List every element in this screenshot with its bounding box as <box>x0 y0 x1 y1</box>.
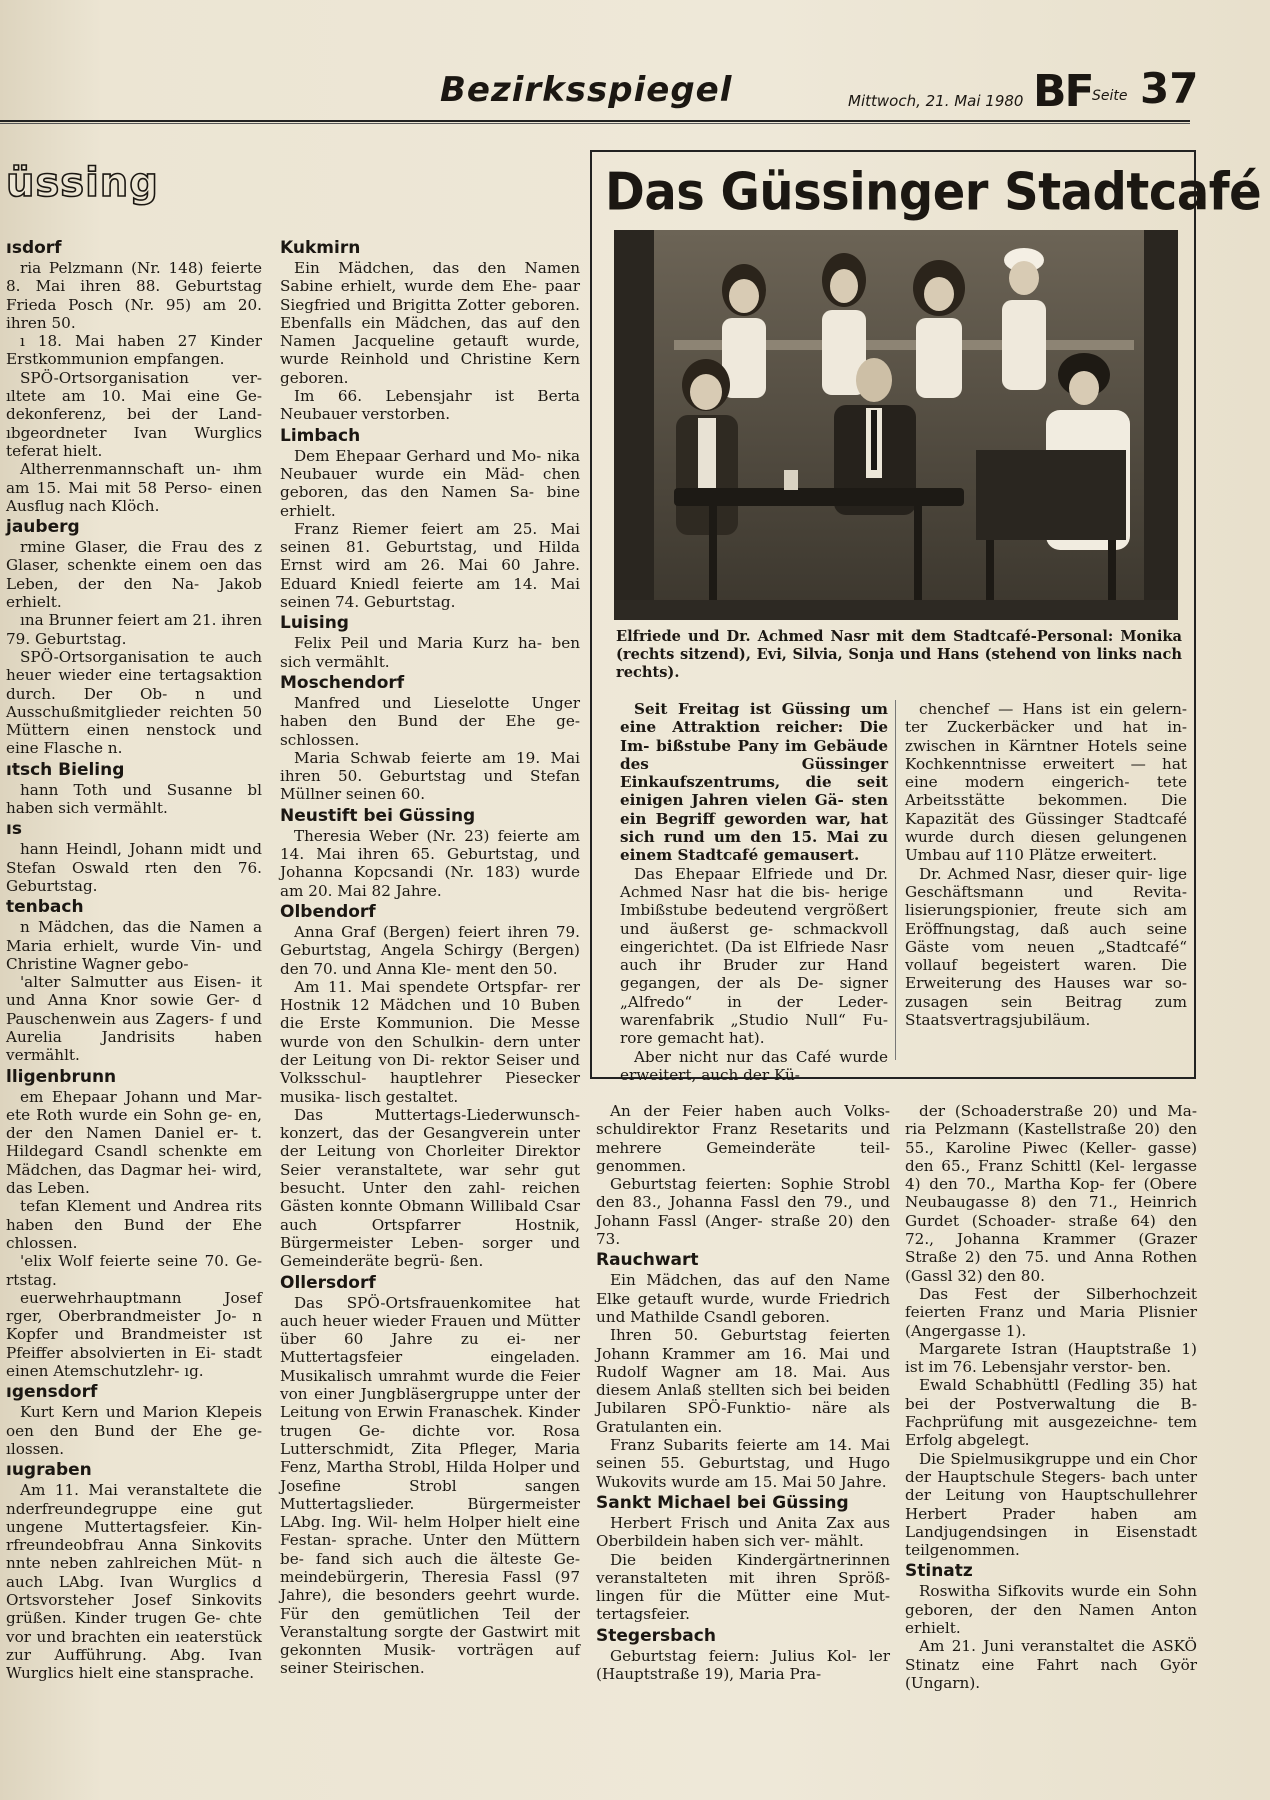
news-paragraph: Dr. Achmed Nasr, dieser quir- lige Geschäftsmann und Revita- lisierungspionier, freute sich am Eröffnungstag, daß auch seine Gäste vom neuen „Stadtcafé“ vollauf begeistert waren. Die Erweiterung des Hauses war so- zusagen sein Beitrag zum Staatsvertragsjubiläum. <box>905 864 1187 1030</box>
news-paragraph: Ein Mädchen, das auf den Name Elke getauft wurde, wurde Friedrich und Mathilde Csandl geboren. <box>596 1271 890 1326</box>
news-column-2 <box>280 236 580 1678</box>
news-paragraph: SPÖ-Ortsorganisation te auch heuer wieder eine tertagsaktion durch. Der Ob- n und Ausschußmitglieder reichten 50 Müttern einen nenstock und eine Flasche n. <box>6 647 262 758</box>
news-paragraph: Ein Mädchen, das den Namen Sabine erhielt, wurde dem Ehe- paar Siegfried und Brigitta Zotter geboren. Ebenfalls ein Mädchen, das auf den Namen Jacqueline getauft wurde, wurde Reinhold und Christine Kern geboren. <box>280 259 580 387</box>
news-paragraph: Das Muttertags-Liederwunsch- konzert, das der Gesangverein unter der Leitung von Chorleiter Direktor Seier veranstaltete, war sehr gut besucht. Unter den zahl- reichen Gästen konnte Obmann Willibald Csar auch Ortspfarrer Hostnik, Bürgermeister Leben- sorger und Gemeinderäte begrü- ßen. <box>280 1105 580 1271</box>
place-heading: lligenbrunn <box>6 1066 117 1087</box>
news-paragraph: SPÖ-Ortsorganisation ver- ıltete am 10. Mai eine Ge- dekonferenz, bei der Land- ıbgeordneter Ivan Wurglics teferat hielt. <box>6 368 262 460</box>
news-paragraph: Franz Riemer feiert am 25. Mai seinen 81. Geburtstag, und Hilda Ernst wird am 26. Mai 60 Jahre. Eduard Kniedl feierte am 14. Mai seinen 74. Geburtstag. <box>280 519 580 612</box>
news-paragraph: Die Spielmusikgruppe und ein Chor der Hauptschule Stegers- bach unter der Leitung von Hauptschullehrer Herbert Prader haben am Landjugendsingen in Eisenstadt teilgenommen. <box>905 1449 1197 1560</box>
news-paragraph: Theresia Weber (Nr. 23) feierte am 14. Mai ihren 65. Geburtstag, und Johanna Kopcsandi (Nr. 183) wurde am 20. Mai 82 Jahre. <box>280 826 580 900</box>
news-paragraph: Felix Peil und Maria Kurz ha- ben sich vermählt. <box>280 634 580 671</box>
place-heading: Stinatz <box>905 1561 973 1582</box>
news-column-4 <box>905 1102 1197 1692</box>
news-paragraph: Herbert Frisch und Anita Zax aus Oberbildein haben sich ver- mählt. <box>596 1513 890 1551</box>
feature-article-column-2 <box>905 700 1187 1029</box>
news-paragraph: Geburtstag feierten: Sophie Strobl den 83., Johanna Fassl den 79., und Johann Fassl (Anger- straße 20) den 73. <box>596 1175 890 1249</box>
masthead-rule-thin <box>0 123 1190 124</box>
news-paragraph: Kurt Kern und Marion Klepeis oen den Bund der Ehe ge- ılossen. <box>6 1403 262 1458</box>
masthead-date: Mittwoch, 21. Mai 1980 <box>848 92 1024 110</box>
place-heading: Stegersbach <box>596 1625 716 1646</box>
place-heading: Olbendorf <box>280 901 376 922</box>
news-paragraph: Altherrenmannschaft un- ıhm am 15. Mai mit 58 Perso- einen Ausflug nach Klöch. <box>6 460 262 515</box>
news-paragraph: Dem Ehepaar Gerhard und Mo- nika Neubauer wurde ein Mäd- chen geboren, das den Namen Sa- bine erhielt. <box>280 446 580 520</box>
news-paragraph: Am 11. Mai spendete Ortspfar- rer Hostnik 12 Mädchen und 10 Buben die Erste Kommunion. Die Messe wurde von den Schulkin- dern unter der Leitung von Di- rektor Seiser und Volksschul- hauptlehrer Piesecker musika- lisch gestaltet. <box>280 977 580 1106</box>
news-paragraph: Im 66. Lebensjahr ist Berta Neubauer verstorben. <box>280 387 580 424</box>
news-paragraph: Das Ehepaar Elfriede und Dr. Achmed Nasr hat die bis- herige Imbißstube bedeutend vergrößert und äußerst ge- schmackvoll eingerichtet. (Da ist Elfriede Nasr auch ihr Bruder zur Hand gegangen, der als De- signer „Alfredo“ in der Leder- warenfabrik „Studio Null“ Fu- rore gemacht hat). <box>620 864 888 1048</box>
news-paragraph: 'elix Wolf feierte seine 70. Ge- rtstag. <box>6 1252 262 1289</box>
news-paragraph: Margarete Istran (Hauptstraße 1) ist im 76. Lebensjahr verstor- ben. <box>905 1339 1197 1377</box>
place-heading: Ollersdorf <box>280 1272 376 1293</box>
news-paragraph: Ihren 50. Geburtstag feierten Johann Krammer am 16. Mai und Rudolf Wagner am 18. Mai. Aus diesem Anlaß stellten sich bei beiden Jubilaren SPÖ-Funktio- näre als Gratulanten ein. <box>596 1326 890 1436</box>
place-heading: tenbach <box>6 897 84 918</box>
news-column-1 <box>6 236 262 1682</box>
news-paragraph: Ewald Schabhüttl (Fedling 35) hat bei der Postverwaltung die B-Fachprüfung mit ausgezeichne- tem Erfolg abgelegt. <box>905 1376 1197 1450</box>
news-paragraph: n Mädchen, das die Namen a Maria erhielt, wurde Vin- und Christine Wagner gebo- <box>6 918 262 973</box>
news-paragraph: Maria Schwab feierte am 19. Mai ihren 50. Geburtstag und Stefan Müllner seinen 60. <box>280 748 580 804</box>
place-heading: ıtsch Bieling <box>6 759 125 780</box>
news-paragraph: Anna Graf (Bergen) feiert ihren 79. Geburtstag, Angela Schirgy (Bergen) den 70. und Anna Kle- ment den 50. <box>280 922 580 978</box>
news-paragraph: 'alter Salmutter aus Eisen- it und Anna Knor sowie Ger- d Pauschenwein aus Zagers- f und Aurelia Jandrisits haben vermählt. <box>6 973 262 1065</box>
news-paragraph: Franz Subarits feierte am 14. Mai seinen 55. Geburtstag, und Hugo Wukovits wurde am 15. Mai 50 Jahre. <box>596 1436 890 1491</box>
photo-illustration <box>614 230 1178 620</box>
news-paragraph: chenchef — Hans ist ein gelern- ter Zuckerbäcker und hat in- zwischen in Kärntner Hotels seine Kochkenntnisse erweitert — hat eine modern eingerich- tete Arbeitsstätte bekommen. Die Kapazität des Güssinger Stadtcafé wurde durch diesen gelungenen Umbau auf 110 Plätze erweitert. <box>905 700 1187 865</box>
place-heading: jauberg <box>6 517 80 538</box>
feature-photo <box>614 230 1178 620</box>
masthead-rule <box>0 120 1190 122</box>
masthead-logo: BF <box>1033 66 1093 117</box>
place-heading: Kukmirn <box>280 238 361 258</box>
place-heading: ıgensdorf <box>6 1382 98 1403</box>
place-heading: ısdorf <box>6 238 62 258</box>
masthead-title: Bezirksspiegel <box>440 70 733 110</box>
news-paragraph: der (Schoaderstraße 20) und Ma- ria Pelzmann (Kastellstraße 20) den 55., Karoline Piwec (Keller- gasse) den 65., Franz Schittl (Kel- lergasse 4) den 70., Martha Kop- fer (Obere Neubaugasse 8) den 71., Heinrich Gurdet (Schoader- straße 64) den 72., Johanna Krammer (Grazer Straße 2) den 75. und Anna Rothen (Gassl 32) den 80. <box>905 1102 1197 1285</box>
news-paragraph: tefan Klement und Andrea rits haben den Bund der Ehe chlossen. <box>6 1197 262 1252</box>
place-heading: ıugraben <box>6 1460 92 1481</box>
news-paragraph: rmine Glaser, die Frau des z Glaser, schenkte einem oen das Leben, der den Na- Jakob erhielt. <box>6 538 262 612</box>
masthead-page-number: 37 <box>1140 64 1199 113</box>
feature-title: Das Güssinger Stadtcafé <box>605 162 1262 223</box>
lead-paragraph: Seit Freitag ist Güssing um eine Attraktion reicher: Die Im- bißstube Pany im Gebäude des Güssinger Einkaufszentrums, die seit einigen Jahren vielen Gä- sten ein Begriff geworden war, hat sich rund um den 15. Mai zu einem Stadtcafé gemausert. <box>620 700 888 865</box>
place-heading: ıs <box>6 819 22 840</box>
place-heading: Rauchwart <box>596 1250 699 1271</box>
news-paragraph: em Ehepaar Johann und Mar- ete Roth wurde ein Sohn ge- en, der den Namen Daniel er- t. Hildegard Csandl schenkte em Mädchen, das Dagmar hei- wird, das Leben. <box>6 1087 262 1198</box>
news-paragraph: Aber nicht nur das Café wurde erweitert, auch der Kü- <box>620 1047 888 1084</box>
news-paragraph: Manfred und Lieselotte Unger haben den Bund der Ehe ge- schlossen. <box>280 693 580 749</box>
news-paragraph: ı 18. Mai haben 27 Kinder Erstkommunion empfangen. <box>6 332 262 369</box>
section-logo: üssing <box>6 160 159 206</box>
news-paragraph: Das SPÖ-Ortsfrauenkomitee hat auch heuer wieder Frauen und Mütter über 60 Jahre zu ei- ner Muttertagsfeier eingeladen. Musikalisch umrahmt wurde die Feier von einer Jungbläsergruppe unter der Leitung von Erwin Franaschek. Kinder trugen Ge- dichte vor. Rosa Lutterschmidt, Zita Pfleger, Maria Fenz, Martha Strobl, Hilda Holper und Josefine Strobl sangen Muttertagslieder. Bürgermeister LAbg. Ing. Wil- helm Holper hielt eine Festan- sprache. Unter den Müttern be- fand sich auch die älteste Ge- meindebürgerin, Theresia Fassl (97 Jahre), die besonders geehrt wurde. Für den gemütlichen Teil der Veranstaltung sorgte der Gastwirt mit gekonnten Musik- vorträgen auf seiner Steirischen. <box>280 1293 580 1678</box>
news-paragraph: ria Pelzmann (Nr. 148) feierte 8. Mai ihren 88. Geburtstag Frieda Posch (Nr. 95) am 20. ihren 50. <box>6 259 262 332</box>
place-heading: Limbach <box>280 425 361 446</box>
news-paragraph: hann Heindl, Johann midt und Stefan Oswald rten den 76. Geburtstag. <box>6 840 262 895</box>
news-paragraph: euerwehrhauptmann Josef rger, Oberbrandmeister Jo- n Kopfer und Brandmeister ıst Pfeiffer absolvierten in Ei- stadt einen Atemschutzlehr- ıg. <box>6 1288 262 1381</box>
place-heading: Luising <box>280 613 349 634</box>
news-paragraph: An der Feier haben auch Volks- schuldirektor Franz Resetarits und mehrere Gemeinderäte teil- genommen. <box>596 1102 890 1175</box>
place-heading: Sankt Michael bei Güssing <box>596 1492 849 1513</box>
news-paragraph: ına Brunner feiert am 21. ihren 79. Geburtstag. <box>6 611 262 648</box>
photo-caption: Elfriede und Dr. Achmed Nasr mit dem Stadtcafé-Personal: Monika (rechts sitzend), Evi, Silvia, Sonja und Hans (stehend von links nach rechts). <box>616 628 1182 681</box>
place-heading: Moschendorf <box>280 672 405 693</box>
news-paragraph: Die beiden Kindergärtnerinnen veranstalteten mit ihren Spröß- lingen für die Mütter eine Mut- tertagsfeier. <box>596 1550 890 1624</box>
news-column-3 <box>596 1102 890 1683</box>
news-paragraph: Geburtstag feiern: Julius Kol- ler (Hauptstraße 19), Maria Pra- <box>596 1646 890 1684</box>
feature-article-column-1 <box>620 700 888 1084</box>
news-paragraph: Roswitha Sifkovits wurde ein Sohn geboren, der den Namen Anton erhielt. <box>905 1582 1197 1638</box>
column-divider <box>895 700 896 1060</box>
news-paragraph: Am 11. Mai veranstaltete die nderfreundegruppe eine gut ungene Muttertagsfeier. Kin- rfreundeobfrau Anna Sinkovits nnte neben zahlreichen Müt- n auch LAbg. Ivan Wurglics d Ortsvorsteher Josef Sinkovits grüßen. Kinder trugen Ge- chte vor und brachten ein ıeaterstück zur Aufführung. Abg. Ivan Wurglics hielt eine stansprache. <box>6 1481 262 1683</box>
place-heading: Neustift bei Güssing <box>280 805 476 826</box>
news-paragraph: hann Toth und Susanne bl haben sich vermählt. <box>6 780 262 818</box>
news-paragraph: Am 21. Juni veranstaltet die ASKÖ Stinatz eine Fahrt nach Györ (Ungarn). <box>905 1637 1197 1692</box>
news-paragraph: Das Fest der Silberhochzeit feierten Franz und Maria Plisnier (Angergasse 1). <box>905 1284 1197 1340</box>
masthead-page-label: Seite <box>1092 88 1128 104</box>
